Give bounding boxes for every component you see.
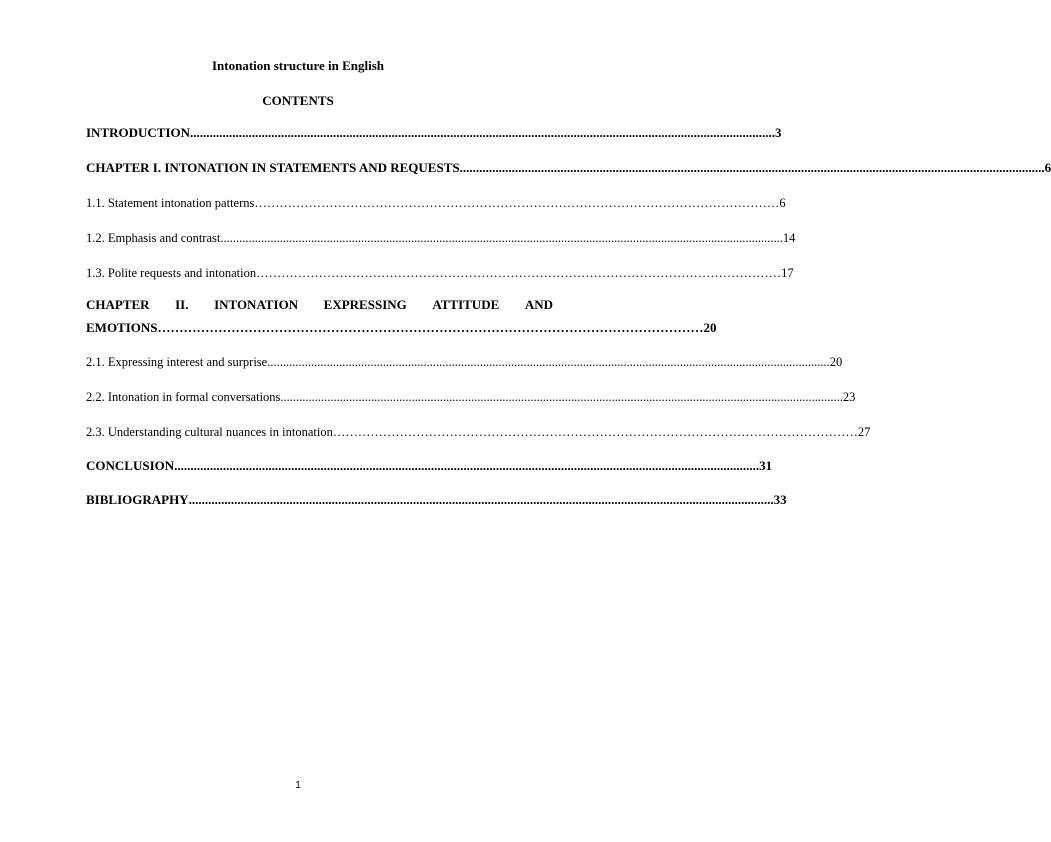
toc-entry-page: 3	[775, 125, 782, 140]
toc-entry-2-3[interactable]	[86, 423, 871, 441]
toc-entry-chapter-2-line-2[interactable]	[86, 319, 717, 337]
footer-page-number: 1	[295, 780, 301, 791]
toc-entry-page: 6	[779, 196, 786, 210]
toc-entry-1-3[interactable]	[86, 264, 794, 282]
toc-leader-dots: ....................................................................................................................................................................................	[220, 231, 783, 245]
toc-word: AND	[524, 297, 553, 312]
toc-entry-label: EMOTIONS	[86, 320, 158, 335]
toc-entry-label: 1.2. Emphasis and contrast	[86, 231, 221, 245]
toc-entry-page: 14	[782, 231, 796, 245]
document-title: Intonation structure in English	[211, 58, 385, 73]
toc-entry-label: CONCLUSION	[86, 458, 175, 473]
contents-heading: CONTENTS	[262, 93, 334, 108]
toc-entry-page: 20	[703, 320, 717, 335]
toc-leader-dots: ....................................................................................................................................................................................	[190, 125, 776, 140]
toc-entry-label: 2.2. Intonation in formal conversations	[86, 390, 281, 404]
toc-entry-page: 27	[857, 425, 871, 439]
toc-entry-page: 6	[1044, 160, 1051, 175]
toc-entry-page: 33	[773, 492, 787, 507]
toc-entry-introduction[interactable]	[86, 124, 782, 142]
toc-leader-dots: ………………………………………………………………………………………………………………	[157, 320, 704, 335]
toc-entry-2-1[interactable]	[86, 353, 843, 371]
toc-word: CHAPTER	[86, 297, 150, 312]
toc-leader-dots: ....................................................................................................................................................................................	[174, 458, 760, 473]
toc-entry-label: 2.3. Understanding cultural nuances in intonation	[86, 425, 333, 439]
toc-entry-page: 20	[829, 355, 843, 369]
toc-leader-dots: ....................................................................................................................................................................................	[459, 160, 1045, 175]
toc-entry-bibliography[interactable]	[86, 491, 787, 509]
toc-word: INTONATION	[214, 297, 299, 312]
toc-entry-label: CHAPTER I. INTONATION IN STATEMENTS AND REQUESTS	[86, 160, 460, 175]
toc-entry-page: 17	[781, 266, 794, 280]
toc-word: EXPRESSING	[323, 297, 407, 312]
toc-entry-label: BIBLIOGRAPHY	[86, 492, 189, 507]
toc-leader-dots: ....................................................................................................................................................................................	[267, 355, 830, 369]
toc-leader-dots: ………………………………………………………………………………………………………………	[256, 266, 782, 280]
toc-leader-dots: ....................................................................................................................................................................................	[188, 492, 774, 507]
toc-entry-page: 31	[759, 458, 773, 473]
toc-entry-1-2[interactable]	[86, 229, 796, 247]
toc-entry-label: 2.1. Expressing interest and surprise	[86, 355, 268, 369]
toc-entry-chapter-1[interactable]	[86, 159, 1051, 177]
toc-entry-page: 23	[842, 390, 856, 404]
toc-leader-dots: ………………………………………………………………………………………………………………	[254, 196, 780, 210]
toc-leader-dots: ………………………………………………………………………………………………………………	[332, 425, 858, 439]
toc-word: II.	[175, 297, 189, 312]
toc-leader-dots: ....................................................................................................................................................................................	[280, 390, 843, 404]
toc-entry-label: INTRODUCTION	[86, 125, 191, 140]
toc-entry-label: 1.1. Statement intonation patterns	[86, 196, 255, 210]
toc-entry-1-1[interactable]	[86, 194, 786, 212]
toc-entry-2-2[interactable]	[86, 388, 856, 406]
toc-entry-conclusion[interactable]	[86, 457, 773, 475]
toc-entry-chapter-2-line-1[interactable]	[86, 296, 553, 314]
toc-word: ATTITUDE	[432, 297, 500, 312]
toc-entry-label: 1.3. Polite requests and intonation	[86, 266, 257, 280]
